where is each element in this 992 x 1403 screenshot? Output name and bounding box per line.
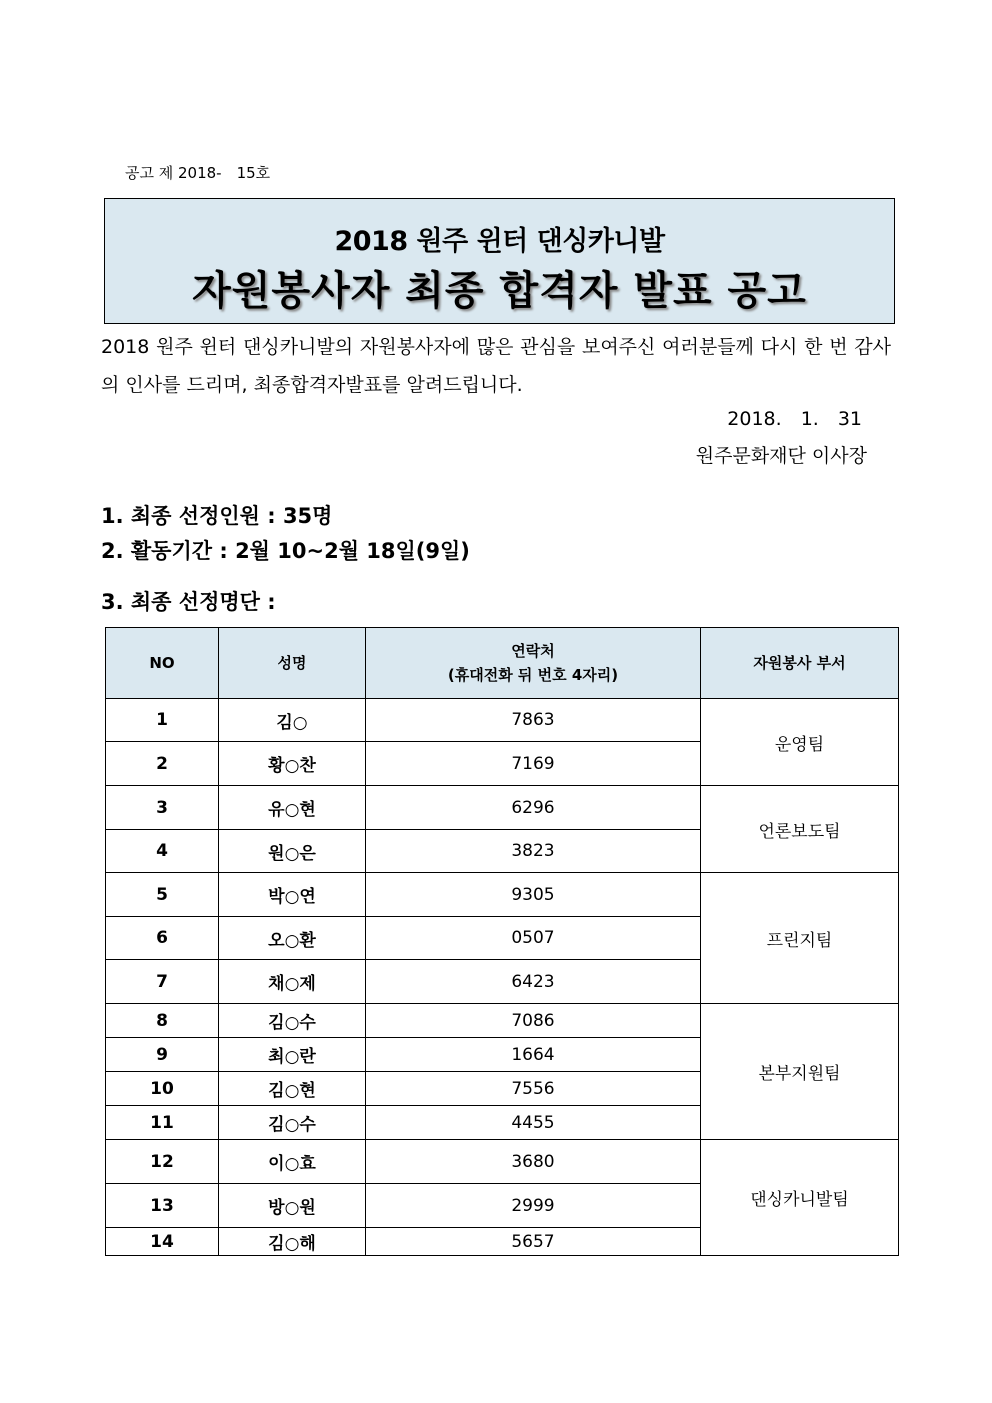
dept-cell: 댄싱카니발팀 — [701, 1140, 899, 1256]
row-name: 유○현 — [219, 786, 366, 830]
row-no: 4 — [106, 830, 219, 873]
row-name: 황○찬 — [219, 742, 366, 786]
table-row — [106, 1140, 899, 1184]
title-line1: 2018 원주 윈터 댄싱카니발 — [334, 226, 665, 257]
row-no: 1 — [106, 699, 219, 742]
row-name: 원○은 — [219, 830, 366, 873]
row-name: 이○효 — [219, 1140, 366, 1184]
row-no: 12 — [106, 1140, 219, 1184]
section-roster-heading: 3. 최종 선정명단 : — [101, 590, 276, 614]
row-phone: 4455 — [366, 1106, 701, 1140]
row-name: 김○해 — [219, 1228, 366, 1256]
row-phone: 7556 — [366, 1072, 701, 1106]
row-phone: 9305 — [366, 873, 701, 917]
row-name: 김○수 — [219, 1106, 366, 1140]
row-phone: 6423 — [366, 960, 701, 1004]
row-phone: 1664 — [366, 1038, 701, 1072]
table-row — [106, 699, 899, 742]
row-phone: 7169 — [366, 742, 701, 786]
table-row — [106, 786, 899, 830]
dept-cell: 본부지원팀 — [701, 1004, 899, 1140]
row-phone: 0507 — [366, 917, 701, 960]
table-row — [106, 1004, 899, 1038]
row-phone: 3823 — [366, 830, 701, 873]
table-row — [106, 873, 899, 917]
row-no: 8 — [106, 1004, 219, 1038]
roster-table — [105, 627, 899, 1256]
title-box — [104, 198, 895, 324]
row-name: 방○원 — [219, 1184, 366, 1228]
row-phone: 3680 — [366, 1140, 701, 1184]
row-name: 김○수 — [219, 1004, 366, 1038]
notice-date: 2018. 1. 31 — [727, 408, 862, 430]
row-name: 최○란 — [219, 1038, 366, 1072]
row-no: 10 — [106, 1072, 219, 1106]
dept-cell: 운영팀 — [701, 699, 899, 786]
header-contact-line2: (휴대전화 뒤 번호 4자리) — [447, 666, 619, 684]
row-no: 13 — [106, 1184, 219, 1228]
row-no: 2 — [106, 742, 219, 786]
title-line2: 자원봉사자 최종 합격자 발표 공고 — [192, 268, 807, 314]
row-name: 오○환 — [219, 917, 366, 960]
row-no: 14 — [106, 1228, 219, 1256]
row-no: 7 — [106, 960, 219, 1004]
dept-cell: 프린지팀 — [701, 873, 899, 1004]
table-header-row — [106, 628, 899, 699]
row-no: 9 — [106, 1038, 219, 1072]
header-no: NO — [106, 628, 219, 699]
section-selected-count: 1. 최종 선정인원 : 35명 — [101, 504, 333, 528]
section-activity-period: 2. 활동기간 : 2월 10~2월 18일(9일) — [101, 539, 470, 563]
row-phone: 7086 — [366, 1004, 701, 1038]
row-no: 11 — [106, 1106, 219, 1140]
row-phone: 2999 — [366, 1184, 701, 1228]
row-name: 김○현 — [219, 1072, 366, 1106]
header-name: 성명 — [219, 628, 366, 699]
notice-number: 공고 제 2018- 15호 — [125, 164, 271, 182]
header-dept: 자원봉사 부서 — [701, 628, 899, 699]
row-name: 김○ — [219, 699, 366, 742]
header-contact-line1: 연락처 — [511, 642, 555, 660]
row-no: 5 — [106, 873, 219, 917]
dept-cell: 언론보도팀 — [701, 786, 899, 873]
intro-text: 2018 원주 윈터 댄싱카니발의 자원봉사자에 많은 관심을 보여주신 여러분들께 다시 한 번 감사의 인사를 드리며, 최종합격자발표를 알려드립니다. — [101, 336, 891, 396]
row-phone: 7863 — [366, 699, 701, 742]
row-name: 박○연 — [219, 873, 366, 917]
row-phone: 6296 — [366, 786, 701, 830]
row-no: 3 — [106, 786, 219, 830]
row-phone: 5657 — [366, 1228, 701, 1256]
header-contact — [366, 628, 701, 699]
signer: 원주문화재단 이사장 — [695, 445, 867, 467]
row-name: 채○제 — [219, 960, 366, 1004]
row-no: 6 — [106, 917, 219, 960]
